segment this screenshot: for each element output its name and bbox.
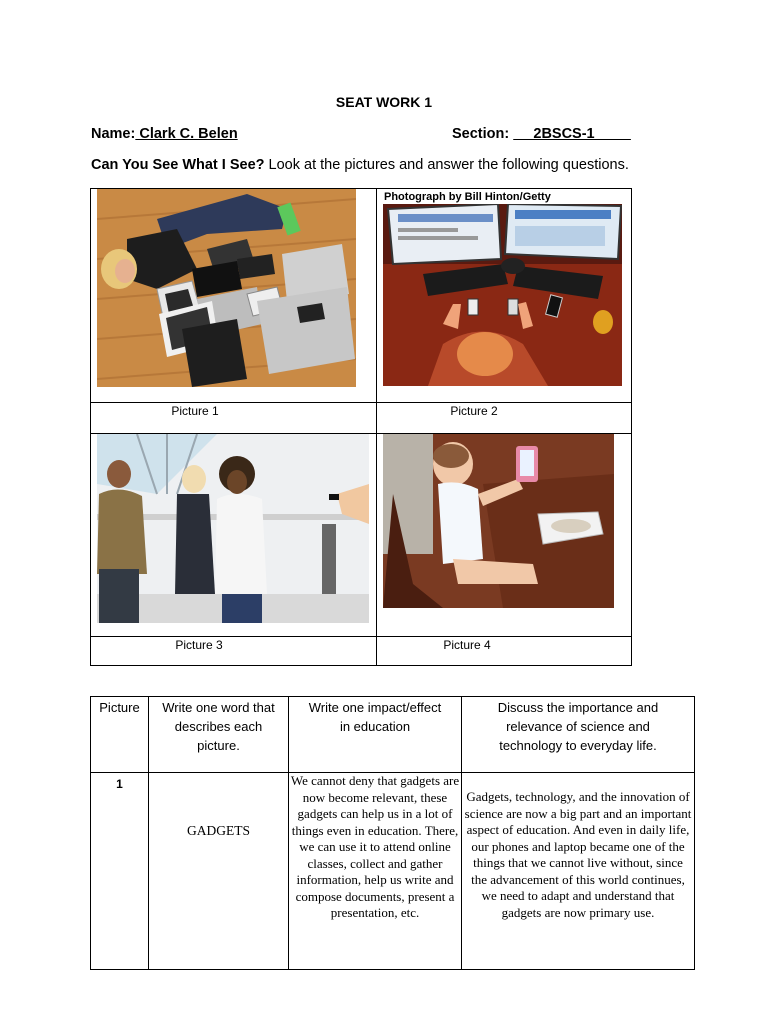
table-row <box>91 773 695 970</box>
row-picture-number: 1 <box>91 773 149 970</box>
questions-table <box>90 696 695 970</box>
instructions <box>91 157 629 173</box>
header-impact: Write one impact/effect in education <box>289 697 462 773</box>
row-importance: Gadgets, technology, and the innovation of science are now a big part and an important aspect of education. And even in daily life, our phones and laptop became one of the things that we cannot live without, since the advancement of this world continues, we need to adapt and understand that gadgets are now primary use. <box>462 773 695 970</box>
header-one-word: Write one word that describes each picture. <box>149 697 289 773</box>
header-picture: Picture <box>91 697 149 773</box>
name-label: Name: <box>91 126 136 142</box>
picture-3-caption: Picture 3 <box>175 638 223 652</box>
picture-3-photo <box>97 434 369 623</box>
picture-grid <box>90 188 632 666</box>
name-value: Clark C. Belen <box>135 126 238 142</box>
picture-1-photo <box>97 189 356 387</box>
instructions-label: Can You See What I See? <box>91 157 265 173</box>
row-one-word: GADGETS <box>149 773 289 970</box>
picture-4-photo <box>383 434 614 608</box>
picture-2-photo <box>383 204 622 386</box>
section-value: 2BSCS-1 <box>513 126 631 142</box>
picture-2-caption: Picture 2 <box>450 404 498 418</box>
header-importance: Discuss the importance and relevance of science and technology to everyday life. <box>462 697 695 773</box>
section-line <box>452 126 631 142</box>
table-header-row <box>91 697 695 773</box>
picture-1-caption: Picture 1 <box>171 404 219 418</box>
photo-credit: Photograph by Bill Hinton/Getty <box>384 191 551 203</box>
name-line <box>91 126 238 142</box>
instructions-text: Look at the pictures and answer the following questions. <box>264 157 629 173</box>
row-impact: We cannot deny that gadgets are now become relevant, these gadgets can help us in a lot of things even in education. There, we can use it to attend online classes, collect and gather information, help us write and compose documents, present a presentation, etc. <box>289 773 462 970</box>
picture-4-caption: Picture 4 <box>443 638 491 652</box>
section-label: Section: <box>452 126 510 142</box>
page-title: SEAT WORK 1 <box>335 94 433 110</box>
